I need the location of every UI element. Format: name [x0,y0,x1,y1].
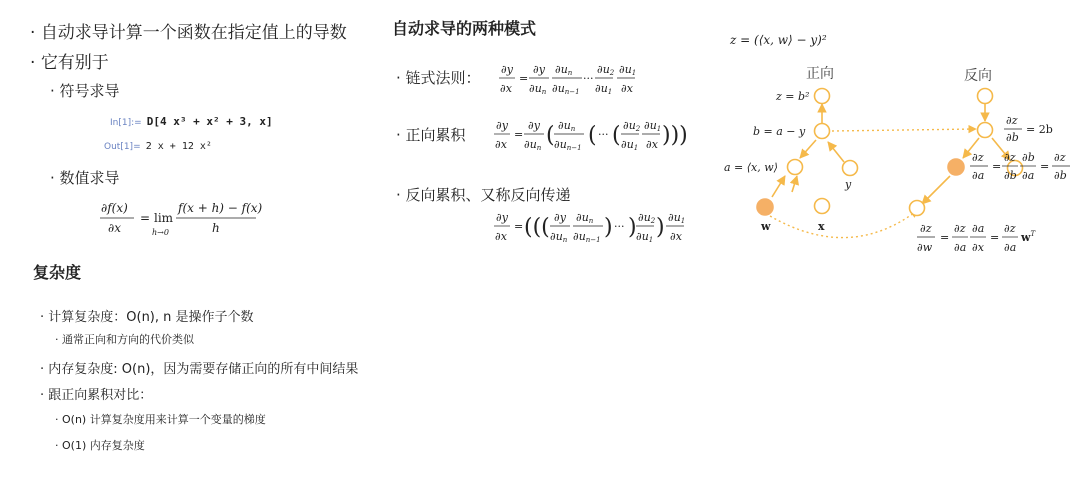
modes-title: 自动求导的两种模式 [392,19,537,38]
bullet-memory-constant: · O(1) 内存复杂度 [55,437,145,453]
svg-text:=: = [514,220,524,233]
svg-text:∂u1: ∂u1 [595,82,613,96]
svg-text:∂u1: ∂u1 [621,138,639,152]
bullet-numeric-diff: · 数值求导 [50,167,120,188]
svg-text:))): ))) [662,123,688,148]
svg-text:∂a: ∂a [1022,169,1035,182]
node-b-back [978,123,993,138]
svg-text:∂un: ∂un [576,211,594,225]
svg-text:(: ( [588,123,597,148]
svg-text:∂y: ∂y [496,119,508,132]
svg-text:∂x: ∂x [495,138,507,151]
bullet-differs-from: · 它有别于 [30,48,109,73]
svg-text:∂x: ∂x [500,82,512,95]
svg-text:(((: ((( [524,215,550,240]
svg-text:): ) [628,215,637,240]
svg-text:∂a: ∂a [954,241,967,254]
svg-text:∂b: ∂b [1004,169,1017,182]
svg-text:h→0: h→0 [152,228,169,237]
svg-text:···: ··· [583,72,594,85]
mathematica-output: Out[1]= 2 x + 12 x² [104,141,212,152]
bullet-memory-complexity: · 内存复杂度: O(n)，因为需要存储正向的所有中间结果 [40,358,358,377]
svg-text:∂un−1: ∂un−1 [554,138,582,152]
svg-text:lim: lim [154,211,174,225]
svg-text:=: = [140,211,151,225]
svg-text:∂u1: ∂u1 [636,230,654,244]
bullet-similar-cost: · 通常正向和方向的代价类似 [55,331,194,347]
bullet-autodiff-definition: · 自动求导计算一个函数在指定值上的导数 [30,18,347,43]
svg-text:f(x + h) − f(x): f(x + h) − f(x) [178,201,263,215]
svg-text:∂z: ∂z [972,151,984,164]
svg-text:wT: $w^T$ [1021,230,1036,244]
svg-text:(: ( [546,123,555,148]
bullet-reverse-accumulation: · 反向累积、又称反向传递 [396,184,571,205]
svg-text:∂w: ∂w [917,241,933,254]
node-a-back [948,159,964,175]
svg-text:b = a − y: b = a − y [753,125,806,138]
node-y [843,161,858,176]
bullet-compare-forward: · 跟正向累积对比： [40,384,152,403]
svg-text:∂z: ∂z [954,222,966,235]
svg-text:···: ··· [614,220,625,233]
svg-text:∂u1: ∂u1 [668,211,686,225]
svg-text:∂b: ∂b [1022,151,1035,164]
node-w [757,199,773,215]
svg-text:∂un: ∂un [524,138,542,152]
svg-text:∂u1: ∂u1 [619,63,637,77]
svg-text:=: = [514,128,524,141]
svg-text:a = ⟨x, w⟩: a = ⟨x, w⟩ [724,161,778,174]
svg-text:=: = [940,231,950,244]
svg-text:∂un−1: ∂un−1 [552,82,580,96]
svg-text:z = b²: z = b² [776,90,810,103]
svg-text:w: w [761,220,771,233]
svg-text:∂y: ∂y [533,63,545,76]
node-z-back [978,89,993,104]
svg-text:∂x: ∂x [670,230,682,243]
svg-text:∂z: ∂z [1054,151,1066,164]
svg-text:=: = [1040,160,1050,173]
svg-text:∂b: ∂b [1006,131,1019,144]
bullet-gradient-cost: · O(n) 计算复杂度用来计算一个变量的梯度 [55,411,266,427]
node-w-back [910,201,925,216]
svg-text:∂a: ∂a [1004,241,1017,254]
svg-text:): ) [656,215,665,240]
svg-text:= 2b: = 2b [1026,123,1053,136]
svg-text:∂a: ∂a [972,169,985,182]
node-a [788,160,803,175]
svg-text:∂y: ∂y [528,119,540,132]
complexity-title: 复杂度 [33,263,82,282]
svg-text:x: x [818,220,825,233]
svg-text:∂u2: ∂u2 [623,119,641,133]
node-x [815,199,830,214]
backward-label: 反向 [964,68,992,84]
svg-text:∂x: ∂x [646,138,658,151]
svg-text:∂x: ∂x [495,230,507,243]
svg-text:∂un: ∂un [550,230,568,244]
bullet-forward-accumulation: · 正向累积 [396,124,466,145]
svg-text:h: h [212,221,220,235]
svg-text:∂x: ∂x [972,241,984,254]
forward-label: 正向 [806,66,834,82]
svg-text:∂b: ∂b [1054,169,1067,182]
svg-text:∂z: ∂z [1004,151,1016,164]
bullet-symbolic-diff: · 符号求导 [50,80,120,101]
reverse-accumulation-formula [492,207,697,253]
svg-text:): ) [604,215,613,240]
svg-text:∂f(x): ∂f(x) [101,201,128,215]
svg-text:∂y: ∂y [496,211,508,224]
svg-text:∂y: ∂y [501,63,513,76]
chain-rule-formula [497,60,647,102]
svg-text:∂un−1: ∂un−1 [573,230,601,244]
computation-graph-diagram [700,0,1080,260]
svg-text:=: = [992,160,1002,173]
svg-text:(: ( [612,123,621,148]
svg-text:∂un: ∂un [558,119,576,133]
svg-text:∂y: ∂y [554,211,566,224]
svg-text:∂u1: ∂u1 [644,119,662,133]
svg-text:∂un: ∂un [555,63,573,77]
numeric-derivative-formula [98,198,288,244]
svg-text:∂un: ∂un [529,82,547,96]
loss-formula: z = (⟨x, w⟩ − y)² [730,33,827,47]
svg-text:∂x: ∂x [621,82,633,95]
svg-text:∂z: ∂z [1004,222,1016,235]
svg-text:y: y [845,178,852,191]
svg-text:∂z: ∂z [1006,114,1018,127]
mathematica-input: In[1]:= D[4 x³ + x² + 3, x] [110,115,273,128]
svg-text:∂z: ∂z [920,222,932,235]
node-b [815,124,830,139]
node-z [815,89,830,104]
svg-text:=: = [990,231,1000,244]
svg-text:···: ··· [598,128,609,141]
svg-text:∂a: ∂a [972,222,985,235]
bullet-compute-complexity: · 计算复杂度：O(n), n 是操作子个数 [40,306,254,325]
svg-text:∂u2: ∂u2 [597,63,615,77]
forward-accumulation-formula [492,115,697,161]
bullet-chain-rule: · 链式法则： [396,67,481,88]
svg-text:∂x: ∂x [108,221,121,235]
svg-text:∂u2: ∂u2 [638,211,656,225]
svg-text:=: = [519,72,529,85]
